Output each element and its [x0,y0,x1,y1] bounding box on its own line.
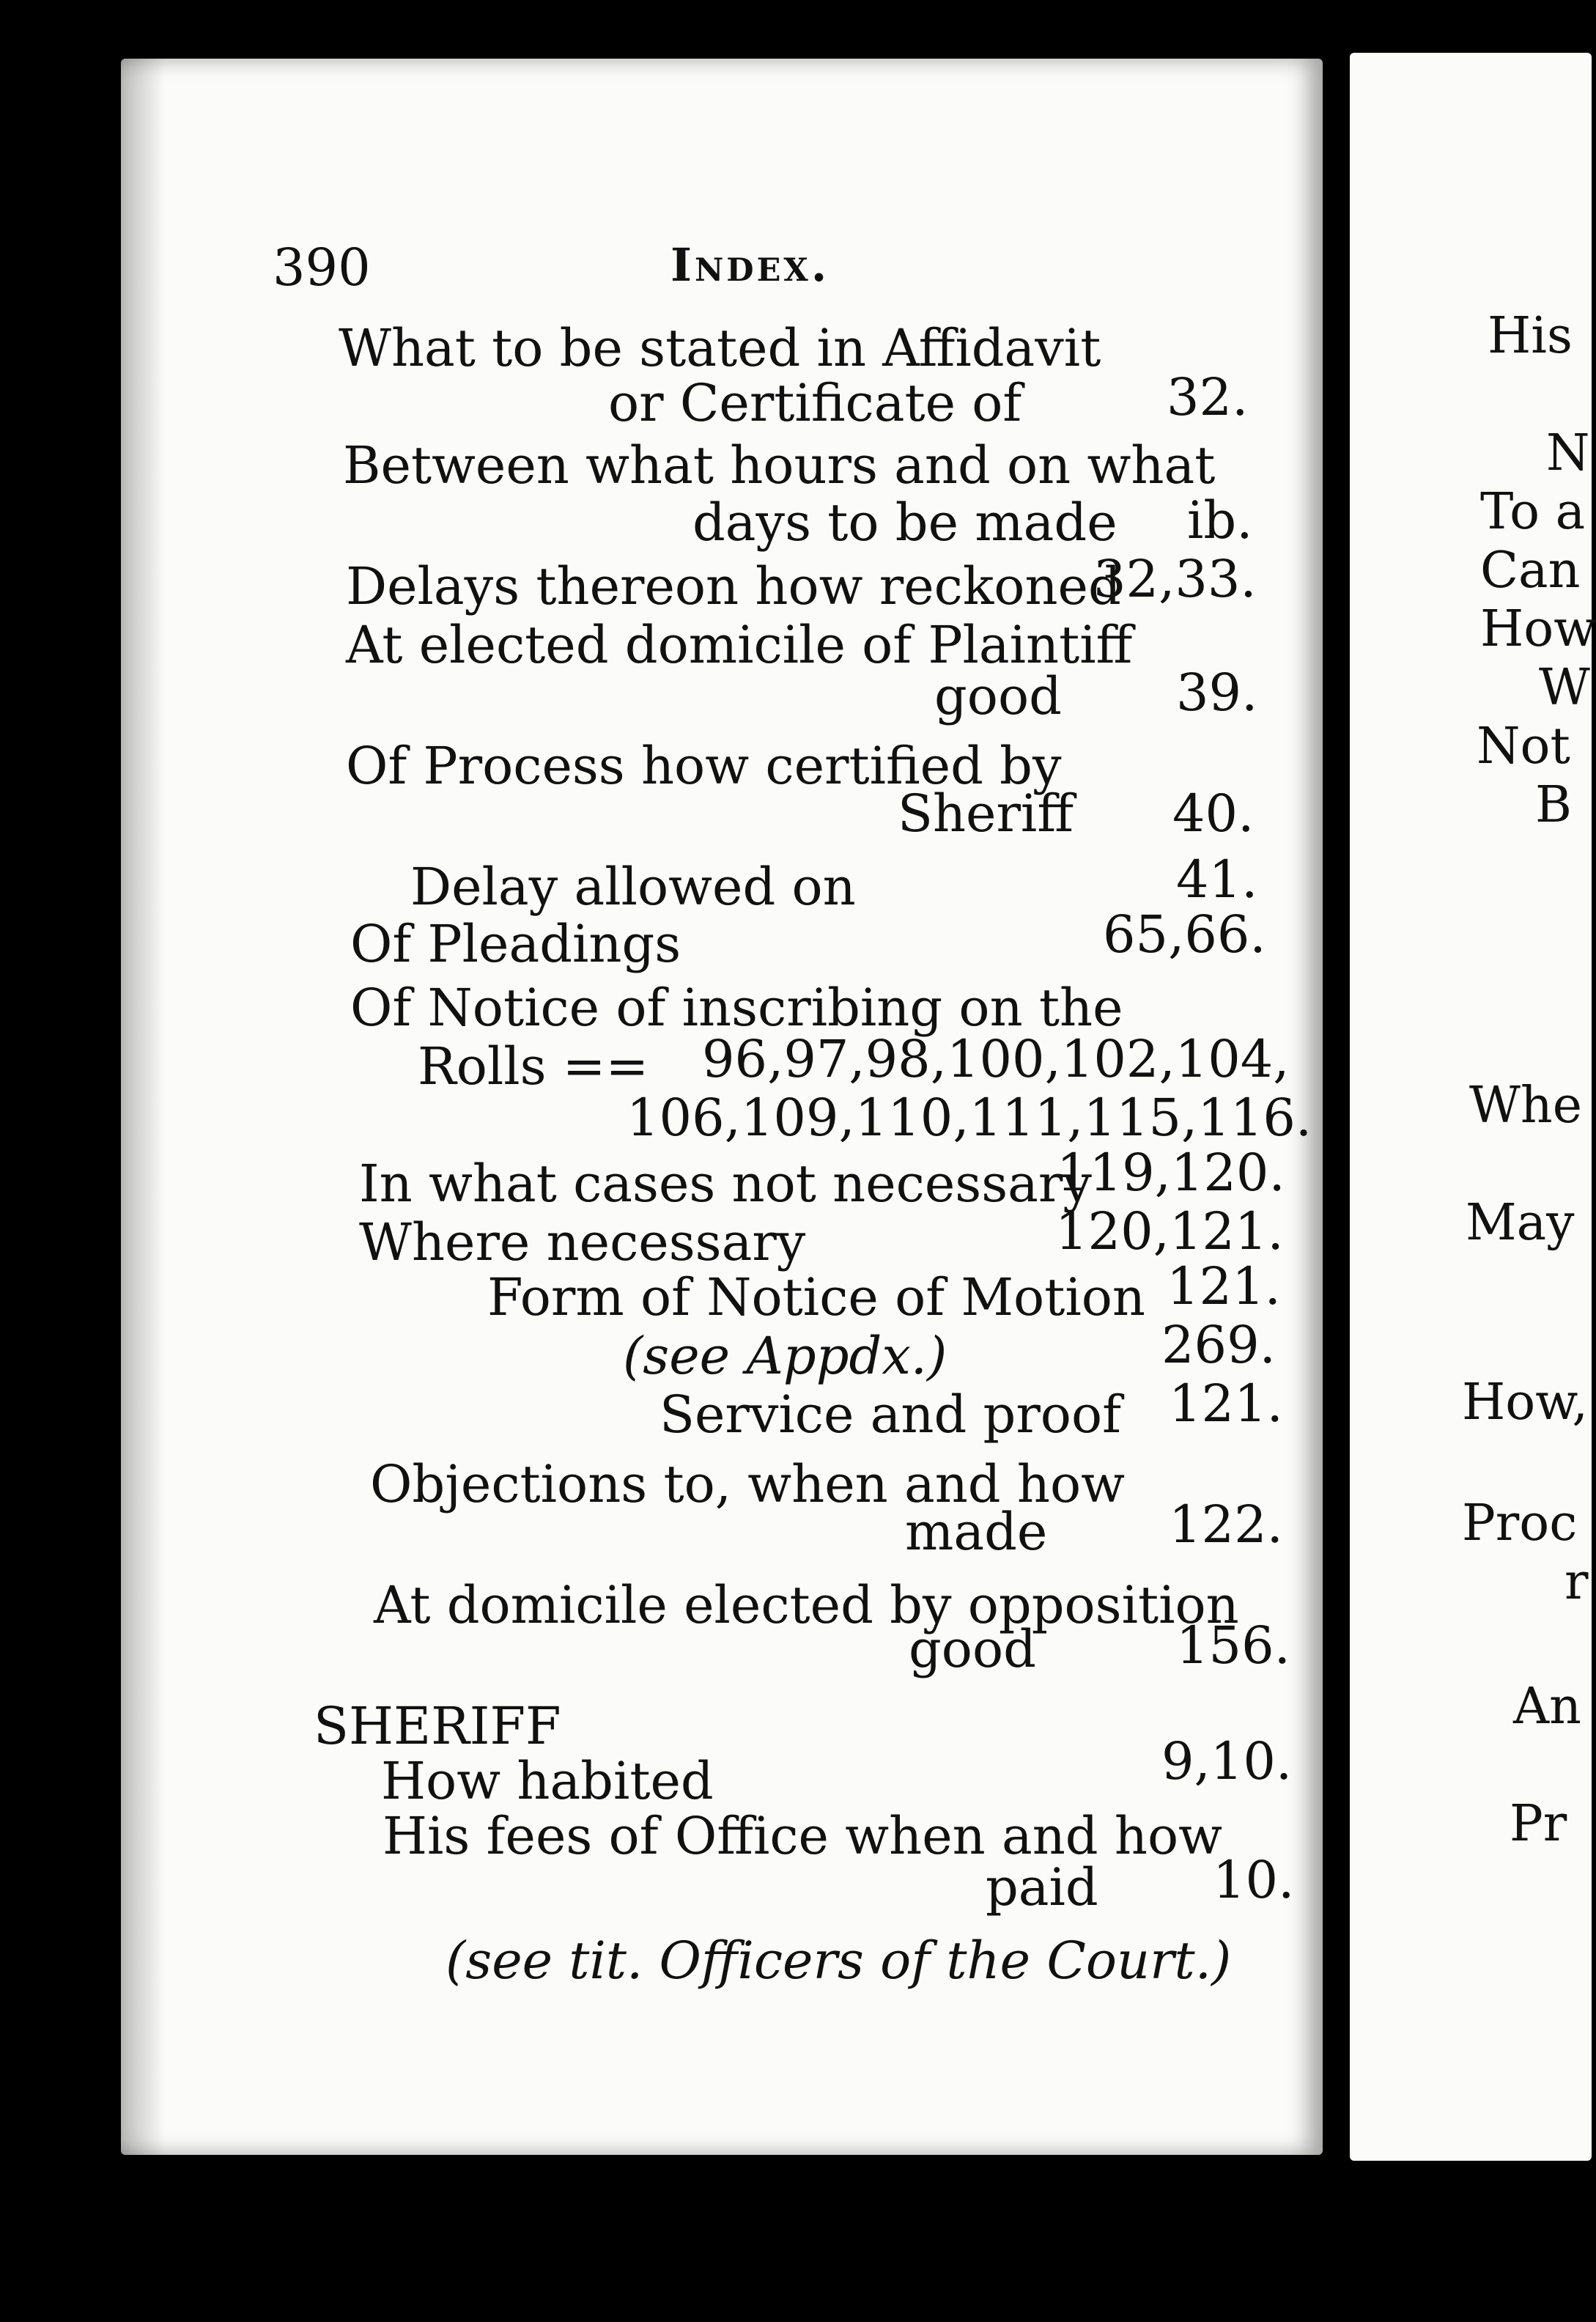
entry-ref: 119,120. [1057,1143,1285,1203]
entry-text: good [934,666,1062,726]
entry-ref: 40. [1172,784,1255,844]
entry-ref: 121. [1169,1374,1283,1434]
entry-text: Between what hours and on what [343,435,1216,495]
entry-text: His fees of Office when and how [383,1806,1223,1866]
entry-ref: 269. [1161,1315,1276,1375]
entry-text: Service and proof [660,1385,1121,1445]
entry-text: Delays thereon how reckoned [346,556,1121,616]
page-number: 390 [273,237,371,298]
entry-text: made [905,1502,1048,1562]
entry-ref: 122. [1169,1494,1283,1555]
entry-text: (see Appdx.) [623,1326,947,1386]
right-fragment: How [1480,600,1596,658]
right-fragment: Whe [1469,1077,1582,1135]
right-fragment: Proc [1462,1494,1578,1552]
entry-text: Of Notice of inscribing on the [350,978,1123,1038]
entry-ref: 9,10. [1161,1731,1293,1791]
entry-text: In what cases not necessary [359,1154,1092,1214]
entry-ref: 96,97,98,100,102,104, [702,1029,1290,1089]
cross-reference: (see tit. Officers of the Court.) [446,1931,1232,1991]
right-fragment: His [1488,307,1573,365]
right-fragment: B [1535,776,1572,834]
entry-ref: 41. [1176,849,1258,910]
entry-ref: 39. [1176,663,1258,723]
right-fragment: To a [1480,483,1586,541]
entry-text: How habited [381,1751,714,1811]
entry-ref: 10. [1213,1850,1295,1910]
entry-text: Of Pleadings [350,914,681,974]
entry-text: What to be stated in Affidavit [339,318,1101,378]
entry-ref: 120,121. [1055,1201,1284,1261]
entry-text: days to be made [692,493,1117,553]
entry-ref: 32. [1167,367,1249,427]
entry-text: Delay allowed on [410,857,856,917]
entry-text: Of Process how certified by [346,736,1062,796]
entry-text: paid [986,1857,1098,1917]
entry-text: or Certificate of [608,373,1022,433]
entry-ref: 156. [1176,1615,1290,1676]
entry-text: Sheriff [898,784,1074,844]
entry-text: Rolls == [418,1036,649,1096]
entry-text: At elected domicile of Plaintiff [346,615,1133,675]
right-fragment: r [1564,1553,1589,1611]
section-heading: SHERIFF [314,1696,561,1756]
right-fragment: How, [1462,1374,1588,1431]
right-fragment: Not [1477,718,1570,775]
right-fragment: Can [1480,542,1581,600]
entry-text: Objections to, when and how [370,1454,1126,1514]
entry-ref: 65,66. [1103,904,1266,965]
right-fragment: N [1546,424,1590,482]
entry-text: good [909,1619,1036,1679]
right-fragment: Pr [1510,1795,1567,1853]
entry-text: At domicile elected by opposition [374,1575,1239,1635]
entry-ref: 32,33. [1093,549,1257,609]
right-fragment: May [1466,1194,1575,1252]
entry-text: Where necessary [359,1212,806,1272]
page-header: Index. [670,238,830,292]
entry-ref: 106,109,110,111,115,116. [627,1088,1312,1148]
entry-ref: ib. [1187,490,1253,550]
right-fragment: An [1513,1678,1581,1736]
right-fragment: W [1539,659,1590,717]
entry-text: Form of Notice of Motion [487,1267,1145,1327]
entry-ref: 121. [1167,1256,1281,1316]
